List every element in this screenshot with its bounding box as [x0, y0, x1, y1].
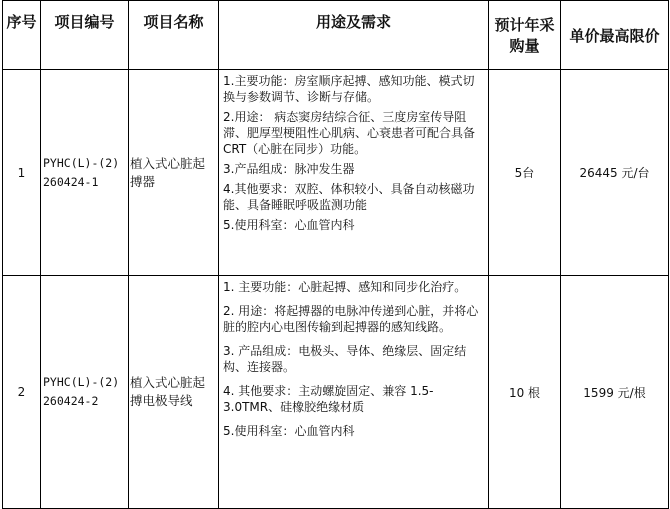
- row-use: [219, 70, 489, 276]
- row-code-line1: PYHC(L)-(2): [43, 375, 120, 389]
- row-name: 植入式心脏起搏电极导线: [129, 276, 219, 509]
- use-item: 3.产品组成：脉冲发生器: [223, 162, 355, 176]
- use-item: 4.其他要求：双腔、体积较小、具备自动核磁功能、具备睡眠呼吸监测功能: [223, 182, 475, 212]
- row-code: [41, 70, 129, 276]
- row-qty: 10 根: [489, 276, 561, 509]
- row-code-line2: 260424-2: [43, 394, 99, 408]
- row-code-line2: 260424-1: [43, 174, 99, 189]
- use-item: 2. 用途：将起搏器的电脉冲传递到心脏，并将心脏的腔内心电图传输到起搏器的感知线路。: [223, 304, 479, 334]
- row-qty: 5台: [489, 70, 561, 276]
- use-item: 3. 产品组成：电极头、导体、绝缘层、固定结构、连接器。: [223, 344, 467, 374]
- row-no: 2: [3, 276, 41, 509]
- header-qty-line2: 购量: [509, 37, 540, 55]
- row-name: 植入式心脏起搏器: [129, 70, 219, 276]
- header-row: [3, 1, 669, 70]
- header-price: 单价最高限价: [561, 1, 669, 70]
- header-use: 用途及需求: [219, 1, 489, 70]
- use-item: 1. 主要功能：心脏起搏、感知和同步化治疗。: [223, 280, 467, 294]
- use-item: 1.主要功能：房室顺序起搏、感知功能、模式切换与参数调节、诊断与存储。: [223, 74, 475, 104]
- use-item: 4. 其他要求：主动螺旋固定、兼容 1.5-3.0TMR、硅橡胶绝缘材质: [223, 384, 434, 414]
- use-item: 2.用途： 病态窦房结综合征、三度房室传导阻滞、肥厚型梗阻性心肌病、心衰患者可配合具备 CRT（心脏在同步）功能。: [223, 110, 476, 156]
- table-row: [3, 276, 669, 509]
- header-qty: [489, 1, 561, 70]
- table-row: [3, 70, 669, 276]
- row-code: [41, 276, 129, 509]
- use-item: 5.使用科室：心血管内科: [223, 218, 355, 232]
- row-price: 26445 元/台: [561, 70, 669, 276]
- procurement-table: [2, 0, 669, 509]
- header-code: 项目编号: [41, 1, 129, 70]
- use-item: 5.使用科室：心血管内科: [223, 424, 355, 438]
- header-no: 序号: [3, 1, 41, 70]
- row-use: [219, 276, 489, 509]
- header-qty-line1: 预计年采: [494, 16, 555, 34]
- row-code-line1: PYHC(L)-(2): [43, 155, 120, 170]
- header-name: 项目名称: [129, 1, 219, 70]
- row-price: 1599 元/根: [561, 276, 669, 509]
- row-no: 1: [3, 70, 41, 276]
